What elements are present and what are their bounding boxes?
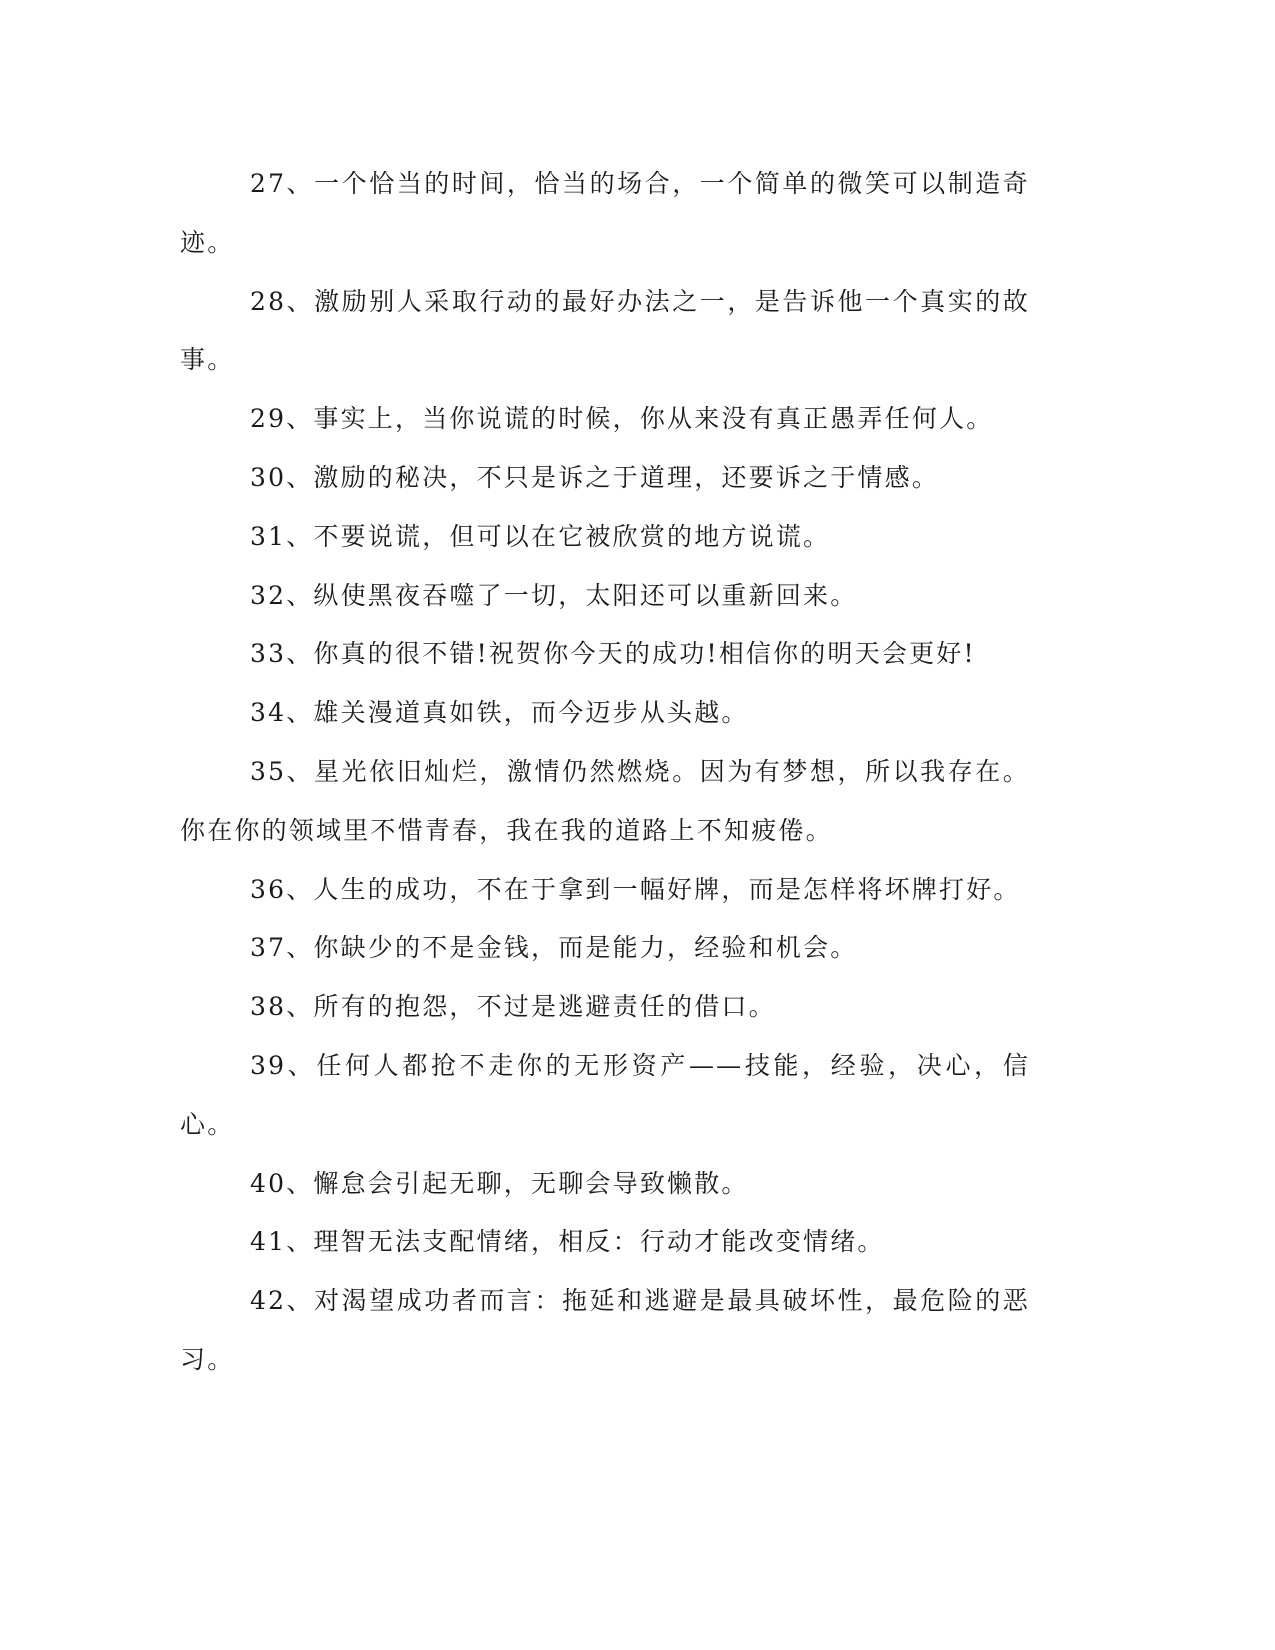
- paragraph-40: 40、懈怠会引起无聊，无聊会导致懒散。: [250, 1168, 749, 1198]
- paragraph-29: 29、事实上，当你说谎的时候，你从来没有真正愚弄任何人。: [250, 404, 994, 434]
- paragraph-34: 34、雄关漫道真如铁，而今迈步从头越。: [250, 698, 749, 728]
- paragraph-30: 30、激励的秘决，不只是诉之于道理，还要诉之于情感。: [250, 462, 940, 492]
- paragraph-41: 41、理智无法支配情绪，相反：行动才能改变情绪。: [250, 1227, 885, 1257]
- paragraph-35: 35、星光依旧灿烂，激情仍然燃烧。因为有梦想，所以我存在。你在你的领域里不惜青春，我在我的道路上不知疲倦。: [180, 756, 1030, 845]
- paragraph-31: 31、不要说谎，但可以在它被欣赏的地方说谎。: [250, 521, 831, 551]
- paragraph-33: 33、你真的很不错!祝贺你今天的成功!相信你的明天会更好!: [250, 639, 976, 669]
- paragraph-37: 37、你缺少的不是金钱，而是能力，经验和机会。: [250, 933, 858, 963]
- paragraph-39: 39、任何人都抢不走你的无形资产——技能，经验，决心，信心。: [180, 1050, 1030, 1139]
- paragraph-27: 27、一个恰当的时间，恰当的场合，一个简单的微笑可以制造奇迹。: [180, 169, 1030, 257]
- paragraph-42: 42、对渴望成功者而言：拖延和逃避是最具破坏性，最危险的恶习。: [180, 1286, 1030, 1374]
- paragraph-36: 36、人生的成功，不在于拿到一幅好牌，而是怎样将坏牌打好。: [250, 874, 1021, 904]
- paragraph-28: 28、激励别人采取行动的最好办法之一，是告诉他一个真实的故事。: [180, 286, 1030, 375]
- document-body: [180, 155, 1030, 1390]
- paragraph-32: 32、纵使黑夜吞噬了一切，太阳还可以重新回来。: [250, 580, 858, 610]
- paragraph-38: 38、所有的抱怨，不过是逃避责任的借口。: [250, 992, 776, 1022]
